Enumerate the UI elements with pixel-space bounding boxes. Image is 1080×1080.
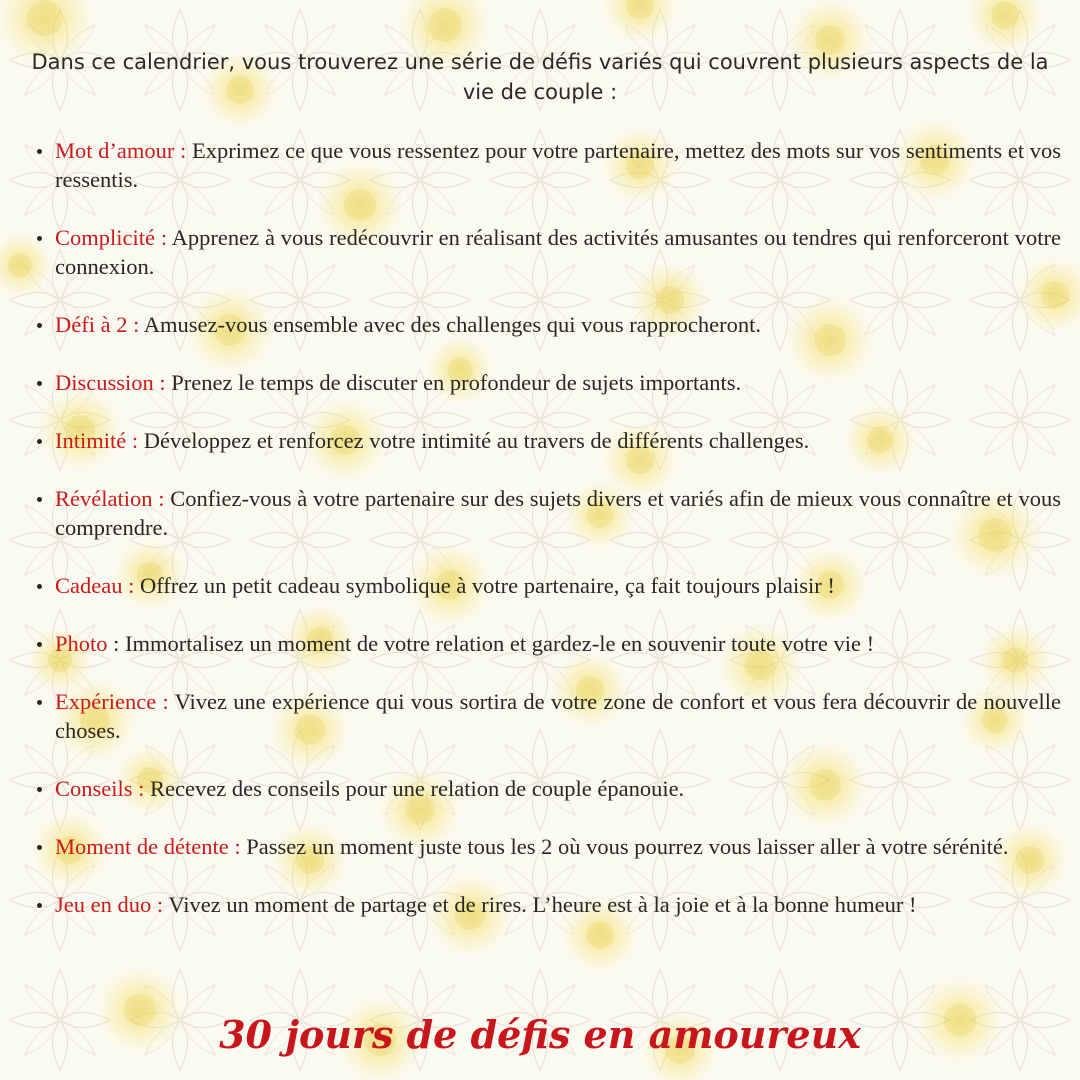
challenge-description: Prenez le temps de discuter en profondeur de sujets importants.	[165, 370, 742, 395]
challenge-description: Recevez des conseils pour une relation de couple épanouie.	[144, 776, 685, 801]
challenge-description: : Immortalisez un moment de votre relation et gardez-le en souvenir toute votre vie !	[107, 631, 875, 656]
challenge-description: Confiez-vous à votre partenaire sur des sujets divers et variés afin de mieux vous connaître et vous comprendre.	[55, 486, 1061, 540]
challenge-description: Offrez un petit cadeau symbolique à votre partenaire, ça fait toujours plaisir !	[134, 573, 835, 598]
list-item	[55, 890, 1061, 919]
list-item	[55, 832, 1061, 861]
challenge-description: Amusez-vous ensemble avec des challenges qui vous rapprocheront.	[139, 312, 762, 337]
list-item	[55, 629, 1061, 658]
challenge-description: Apprenez à vous redécouvrir en réalisant des activités amusantes ou tendres qui renforceront votre connexion.	[55, 225, 1061, 279]
challenge-name: Défi à 2 :	[55, 312, 140, 337]
challenge-name: Discussion :	[55, 370, 166, 395]
challenge-description: Développez et renforcez votre intimité au travers de différents challenges.	[138, 428, 810, 453]
challenge-name: Expérience :	[55, 689, 169, 714]
list-item	[55, 774, 1061, 803]
list-item	[55, 368, 1061, 397]
challenge-name: Intimité :	[55, 428, 139, 453]
challenge-name: Révélation :	[55, 486, 165, 511]
challenge-name: Photo	[55, 631, 108, 656]
challenge-description: Passez un moment juste tous les 2 où vous pourrez vous laisser aller à votre sérénité.	[240, 834, 1009, 859]
challenge-list	[55, 136, 1061, 948]
challenge-name: Conseils :	[55, 776, 145, 801]
challenge-name: Complicité :	[55, 225, 168, 250]
list-item	[55, 484, 1061, 542]
list-item	[55, 310, 1061, 339]
list-item	[55, 136, 1061, 194]
list-item	[55, 223, 1061, 281]
challenge-description: Vivez une expérience qui vous sortira de votre zone de confort et vous fera découvrir de nouvelle choses.	[55, 689, 1062, 743]
challenge-name: Cadeau :	[55, 573, 135, 598]
challenge-description: Exprimez ce que vous ressentez pour votre partenaire, mettez des mots sur vos sentiments et vos ressentis.	[55, 138, 1061, 192]
challenge-name: Mot d’amour :	[55, 138, 187, 163]
list-item	[55, 687, 1061, 745]
challenge-name: Jeu en duo :	[55, 892, 164, 917]
challenge-description: Vivez un moment de partage et de rires. L’heure est à la joie et à la bonne humeur !	[163, 892, 917, 917]
page-title: 30 jours de défis en amoureux	[219, 1012, 861, 1057]
list-item	[55, 571, 1061, 600]
intro-text: Dans ce calendrier, vous trouverez une série de défis variés qui couvrent plusieurs aspects de la vie de couple :	[31, 50, 1049, 104]
challenge-name: Moment de détente :	[55, 834, 241, 859]
list-item	[55, 426, 1061, 455]
